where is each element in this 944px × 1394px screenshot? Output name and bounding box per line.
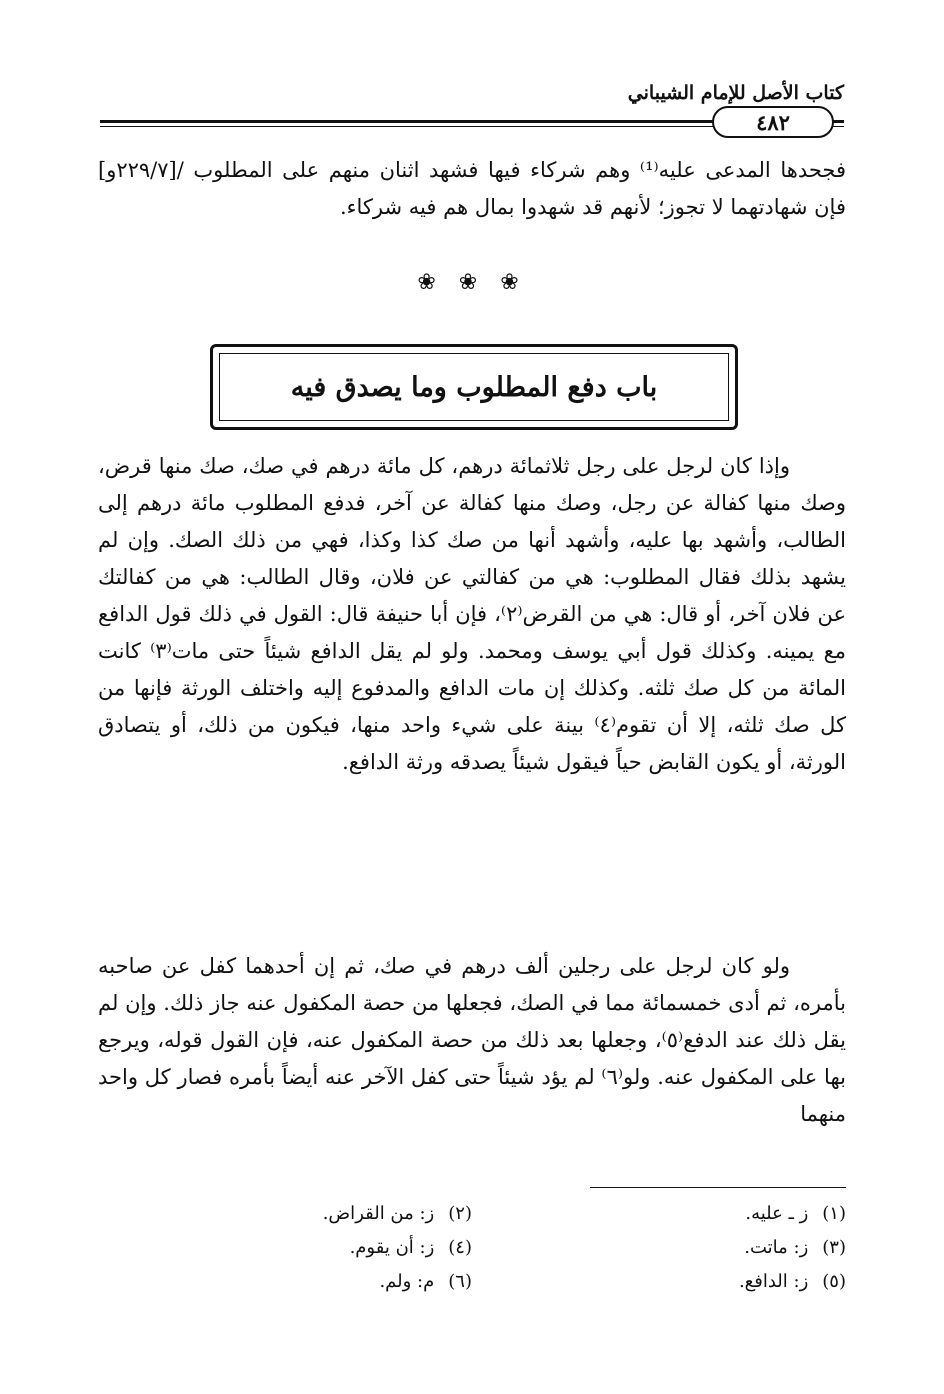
footnote-text: ز ـ عليه.: [745, 1203, 809, 1224]
footnote-number: (٥): [822, 1271, 846, 1292]
paragraph-continuation: [98, 152, 846, 226]
chapter-heading-inner-frame: [219, 353, 729, 421]
footnote-number: (٢): [448, 1203, 472, 1224]
footnote-text: ز: من القراض.: [322, 1203, 435, 1224]
footnote-text: م: ولم.: [379, 1271, 435, 1292]
footnote-1: [472, 1200, 846, 1228]
paragraph-text: وإذا كان لرجل على رجل ثلاثمائة درهم، كل مائة درهم في صك، صك منها قرض، وصك منها كفالة عن رجل، وصك منها كفالة عن آخر، فدفع المطلوب مائة درهم إلى الطالب، وأشهد بها عليه، وأشهد أنها من صك كذا وكذا، فهي من ذلك الصك. وإن لم يشهد بذلك فقال المطلوب: هي من كفالتي عن فلان، وقال الطالب: هي من كفالتك عن فلان آخر، أو قال: هي من القرض⁽٢⁾، فإن أبا حنيفة قال: القول في ذلك قول الدافع مع يمينه. وكذلك قول أبي يوسف ومحمد. ولو لم يقل الدافع شيئاً حتى مات⁽٣⁾ كانت المائة من كل صك ثلثه. وكذلك إن مات الدافع والمدفوع إليه واختلف الورثة فإنها من كل صك ثلثه، إلا أن تقوم⁽٤⁾ بينة على شيء واحد منها، فيكون من ذلك، أو يتصادق الورثة، أو يكون القابض حياً فيقول شيئاً يصدقه ورثة الدافع.: [98, 454, 847, 774]
section-separator: ❀ ❀ ❀: [417, 270, 527, 295]
footnote-3: [472, 1234, 846, 1262]
footnote-5: [472, 1268, 846, 1296]
paragraph-text: ولو كان لرجل على رجلين ألف درهم في صك، ثم إن أحدهما كفل عن صاحبه بأمره، ثم أدى خمسمائة مما في الصك، فجعلها من حصة المكفول عنه جاز ذلك. وإن لم يقل ذلك عند الدفع⁽٥⁾، وجعلها بعد ذلك من حصة المكفول عنه، فإن القول قوله، ويرجع بها على المكفول عنه. ولو⁽٦⁾ لم يؤد شيئاً حتى كفل الآخر عنه أيضاً بأمره فصار كل واحد منهما: [98, 954, 846, 1126]
footnote-rule: [590, 1187, 846, 1188]
footnote-text: ز: ماتت.: [744, 1237, 809, 1258]
footnote-6: [98, 1268, 472, 1296]
footnotes: [98, 1200, 846, 1296]
paragraph-3: [98, 948, 846, 1133]
footnote-2: [98, 1200, 472, 1228]
paragraph-text: فجحدها المدعى عليه⁽¹⁾ وهم شركاء فيها فشهد اثنان منهم على المطلوب /[٢٢٩/٧و] فإن شهادتهما لا تجوز؛ لأنهم قد شهدوا بمال هم فيه شركاء.: [98, 158, 846, 219]
footnote-number: (٤): [448, 1237, 472, 1258]
footnote-number: (٦): [448, 1271, 472, 1292]
footnote-4: [98, 1234, 472, 1262]
footnote-number: (١): [822, 1203, 846, 1224]
book-title: كتاب الأصل للإمام الشيباني: [627, 82, 844, 104]
footnote-text: ز: الدافع.: [738, 1271, 809, 1292]
footnote-number: (٣): [822, 1237, 846, 1258]
paragraph-2: [98, 448, 846, 781]
footnote-text: ز: أن يقوم.: [349, 1237, 435, 1258]
page-number: ٤٨٢: [712, 106, 834, 138]
chapter-heading: باب دفع المطلوب وما يصدق فيه: [290, 371, 658, 403]
chapter-heading-frame: [210, 344, 738, 430]
